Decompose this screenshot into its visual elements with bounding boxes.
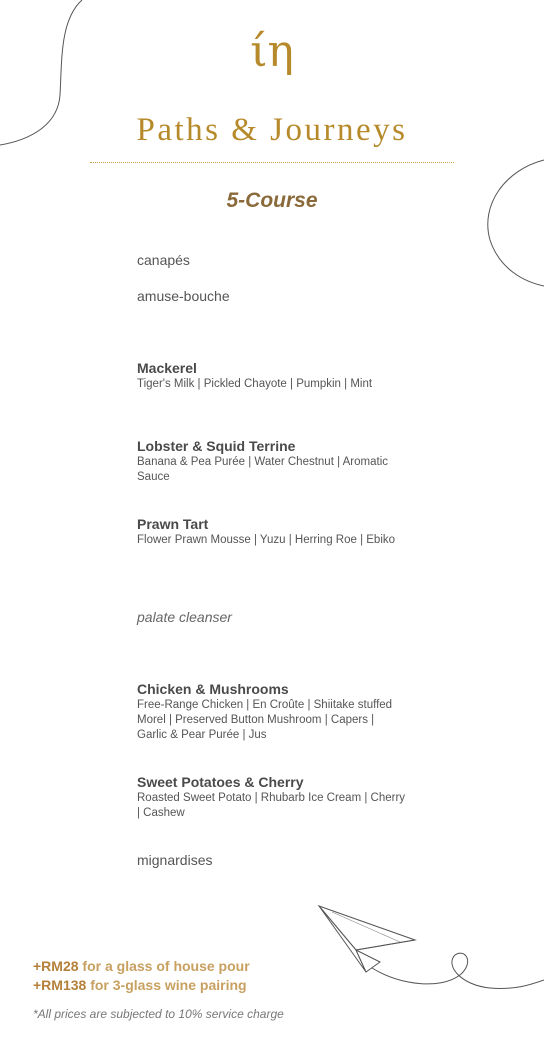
paper-plane-icon [319,906,415,972]
service-charge-note: *All prices are subjected to 10% service charge [33,1007,284,1021]
menu-title: Paths & Journeys [136,112,408,148]
price-amount: +RM138 [33,977,87,993]
menu-subtitle: 5-Course [226,189,318,212]
pricing-line-house-pour [33,957,250,976]
right-swirl [488,160,544,286]
pricing-block [33,957,250,995]
course-name: Lobster & Squid Terrine [137,438,296,454]
course-item [137,774,407,821]
price-text: for 3-glass wine pairing [86,977,247,993]
course-description: Banana & Pea Purée | Water Chestnut | Aromatic Sauce [137,456,389,483]
mignardises-item: mignardises [137,852,213,868]
course-item [137,516,407,548]
course-name: Chicken & Mushrooms [137,681,289,697]
palate-cleanser-item: palate cleanser [137,609,232,625]
course-item [137,360,407,392]
price-text: for a glass of house pour [78,958,250,974]
brand-logo: ίη [250,26,294,77]
course-name: Sweet Potatoes & Cherry [137,774,304,790]
course-description: Flower Prawn Mousse | Yuzu | Herring Roe | Ebiko [137,534,396,546]
amuse-bouche-item: amuse-bouche [137,288,230,304]
title-divider [90,162,454,163]
canapes-item: canapés [137,252,190,268]
course-description: Tiger's Milk | Pickled Chayote | Pumpkin | Mint [137,378,373,390]
course-description: Roasted Sweet Potato | Rhubarb Ice Cream | Cherry | Cashew [137,792,406,819]
course-item [137,438,407,485]
pricing-line-wine-pairing [33,976,250,995]
course-description: Free-Range Chicken | En Croûte | Shiitake stuffed Morel | Preserved Button Mushroom | Capers | Garlic & Pear Purée | Jus [137,699,393,741]
course-item [137,681,407,743]
price-amount: +RM28 [33,958,79,974]
course-name: Mackerel [137,360,197,376]
plane-trail [372,953,544,988]
course-name: Prawn Tart [137,516,209,532]
